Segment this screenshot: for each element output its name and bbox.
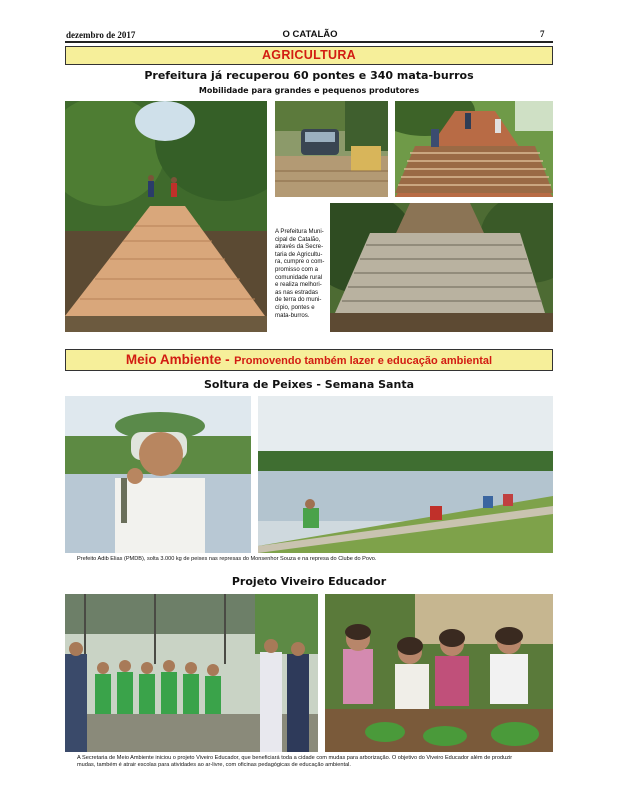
soltura-caption: Prefeito Adib Elias (PMDB), solta 3.000 kg de peixes nas represas do Monsenhor Souza e na represa do Clube do Povo. bbox=[77, 556, 377, 562]
photo-mata-burro bbox=[330, 203, 553, 332]
body-line: e realiza melhori- bbox=[275, 281, 322, 289]
page-number: 7 bbox=[540, 29, 545, 39]
agricultura-banner bbox=[65, 46, 553, 65]
viveiro-headline: Projeto Viveiro Educador bbox=[231, 575, 387, 588]
photo-girls-planting bbox=[325, 594, 553, 752]
viveiro-caption bbox=[77, 755, 553, 769]
photo-wooden-bridge bbox=[65, 101, 267, 332]
header-rule bbox=[65, 41, 553, 43]
body-line: cípio, pontes e bbox=[275, 303, 315, 311]
body-line: promisso com a bbox=[275, 265, 319, 273]
soltura-headline: Soltura de Peixes - Semana Santa bbox=[203, 378, 414, 391]
body-line: mata-burros. bbox=[275, 311, 310, 319]
photo-school-group bbox=[65, 594, 318, 752]
agricultura-headline: Prefeitura já recuperou 60 pontes e 340 mata-burros bbox=[144, 69, 474, 82]
viveiro-caption-line2: mudas, também é atrair escolas para atividades ao ar-livre, com oficinas pedagógicas de educação ambiental. bbox=[77, 762, 351, 768]
body-line: de terra do muni- bbox=[275, 296, 322, 304]
body-line: cipal de Catalão, bbox=[275, 235, 321, 243]
body-line: através da Secre- bbox=[275, 243, 324, 251]
meio-ambiente-section-subtitle: Promovendo também lazer e educação ambiental bbox=[234, 355, 493, 367]
newspaper-name: O CATALÃO bbox=[282, 29, 338, 40]
body-line: as nas estradas bbox=[275, 288, 319, 296]
photo-workers-bridge bbox=[395, 101, 553, 197]
body-line: comunidade rural bbox=[275, 273, 323, 281]
body-line: ra, cumpre o com- bbox=[275, 258, 325, 266]
agricultura-subheadline: Mobilidade para grandes e pequenos produtores bbox=[198, 86, 420, 95]
agricultura-body-text bbox=[275, 228, 327, 319]
photo-boy-with-fish bbox=[65, 396, 251, 553]
body-line: taria de Agricultu- bbox=[275, 250, 323, 258]
photo-car-on-bridge bbox=[275, 101, 388, 197]
header-date: dezembro de 2017 bbox=[66, 30, 136, 40]
meio-ambiente-section-title: Meio Ambiente - bbox=[125, 352, 230, 367]
viveiro-caption-line1: A Secretaria de Meio Ambiente iniciou o projeto Viveiro Educador, que beneficiará toda a cidade com mudas para arborização. O objetivo do Viveiro Educador além de produzir bbox=[77, 755, 513, 761]
body-line: A Prefeitura Muni- bbox=[275, 228, 324, 235]
photo-fish-release-lake bbox=[258, 396, 553, 553]
meio-ambiente-banner bbox=[65, 349, 553, 371]
agricultura-section-title: AGRICULTURA bbox=[261, 48, 357, 62]
